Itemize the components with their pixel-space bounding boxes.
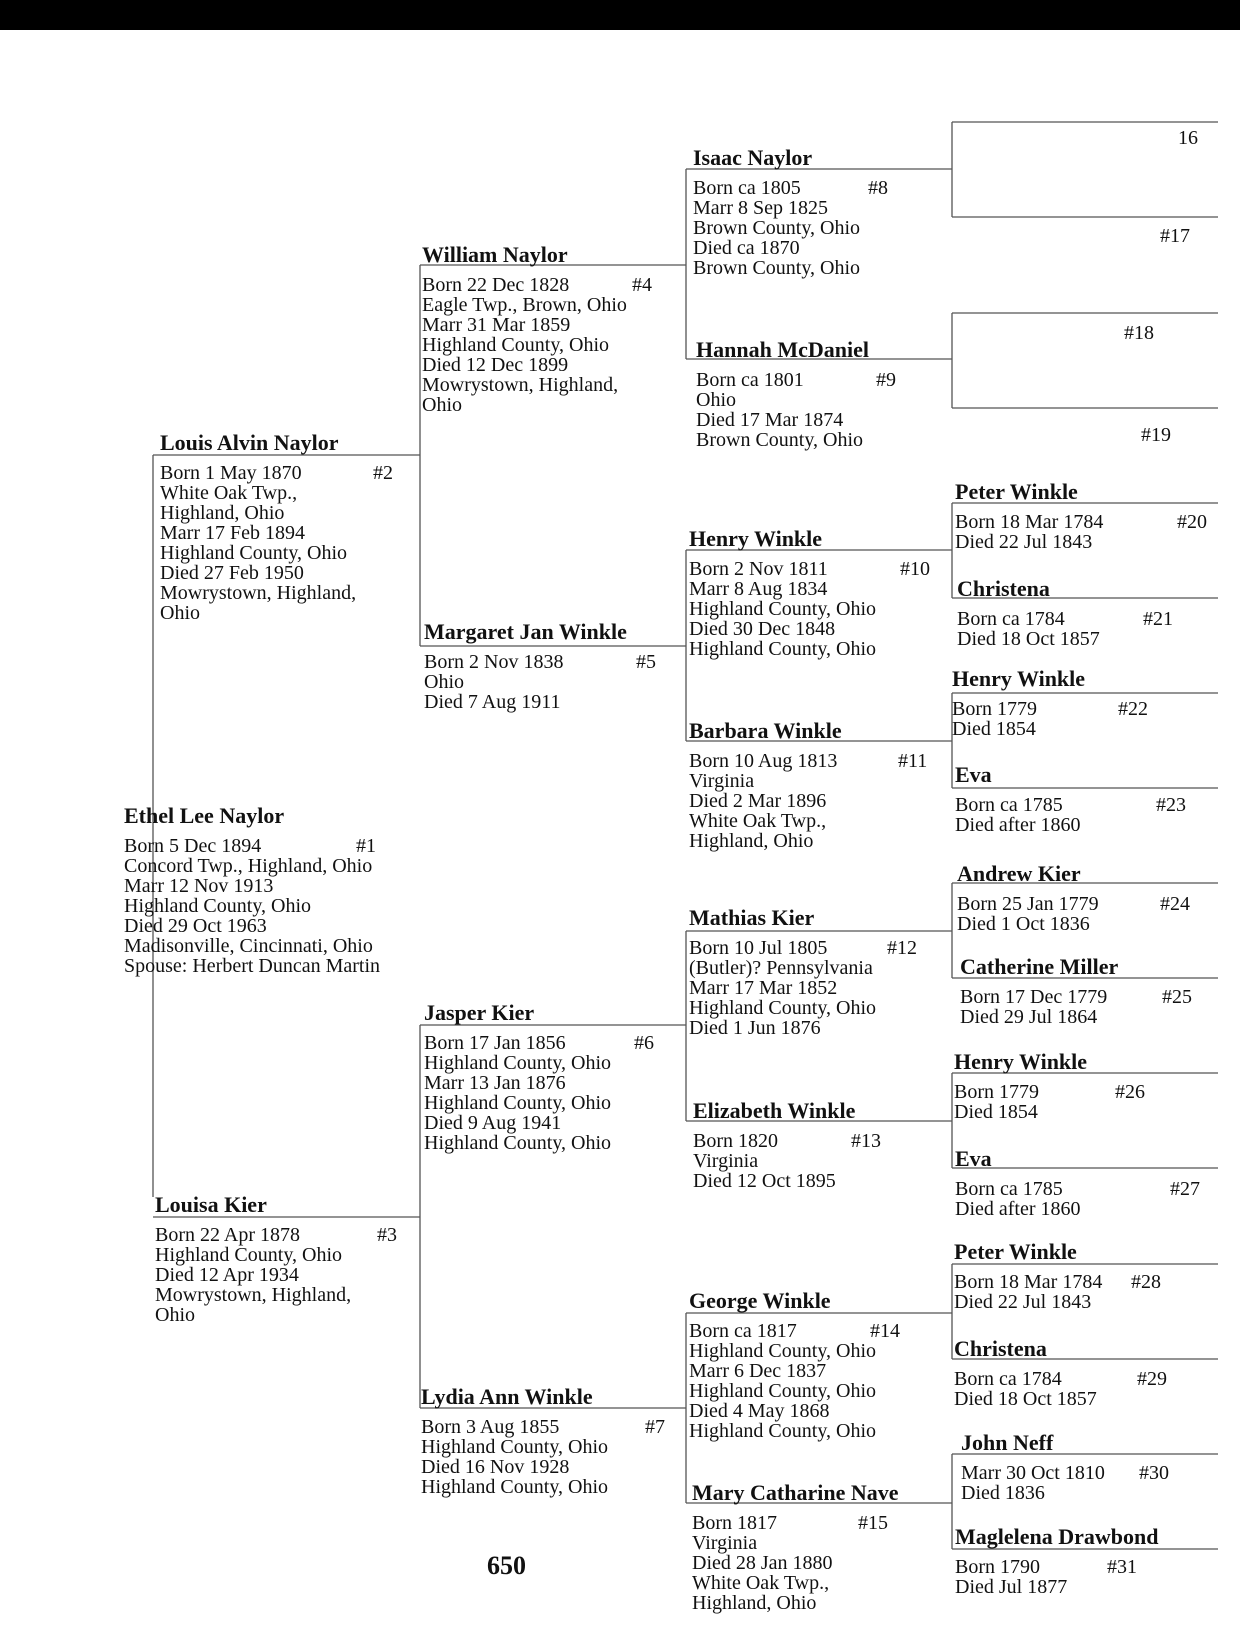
person-detail-line: Born 1 May 1870 <box>160 462 302 484</box>
person-21-christena <box>957 577 1218 649</box>
person-details <box>961 1463 1218 1503</box>
person-detail-line: Born 22 Dec 1828 <box>422 274 570 296</box>
person-detail-line: Died 27 Feb 1950 <box>160 562 304 584</box>
person-detail-line: Born ca 1785 <box>955 794 1063 816</box>
person-detail-line: Born 17 Dec 1779 <box>960 986 1108 1008</box>
person-detail-line: Died 16 Nov 1928 <box>421 1456 570 1478</box>
person-detail-line: Died ca 1870 <box>693 237 800 259</box>
person-detail-line: Highland County, Ohio <box>689 598 877 620</box>
person-detail-line: Born ca 1817 <box>689 1320 797 1342</box>
person-detail-line: Born 10 Jul 1805 <box>689 937 828 959</box>
person-name: Louisa Kier <box>155 1192 267 1217</box>
person-15-mary-catharine-nave <box>692 1481 952 1613</box>
person-detail-line: Born 22 Apr 1878 <box>155 1224 300 1246</box>
person-detail-line: Highland County, Ohio <box>155 1244 343 1266</box>
person-7-lydia-ann-winkle <box>421 1385 686 1497</box>
person-detail-line: Eagle Twp., Brown, Ohio <box>422 294 627 316</box>
person-8-isaac-naylor <box>693 146 952 278</box>
person-detail-line: Ohio <box>424 671 464 693</box>
person-detail-line: Died 1854 <box>952 718 1036 740</box>
person-detail-line: Died 12 Apr 1934 <box>155 1264 299 1286</box>
person-detail-line: Highland County, Ohio <box>421 1476 609 1498</box>
person-detail-line: Marr 8 Aug 1834 <box>689 578 828 600</box>
person-detail-line: Born 1790 <box>955 1556 1040 1578</box>
person-number: #13 <box>851 1130 881 1152</box>
person-detail-line: Marr 13 Jan 1876 <box>424 1072 566 1094</box>
person-detail-line: Ohio <box>160 602 200 624</box>
person-details <box>155 1225 415 1325</box>
person-number: #10 <box>900 558 930 580</box>
person-detail-line: Highland County, Ohio <box>689 638 877 660</box>
person-detail-line: Died 18 Oct 1857 <box>954 1388 1097 1410</box>
person-detail-line: Born ca 1805 <box>693 177 801 199</box>
person-name: Barbara Winkle <box>689 718 842 743</box>
person-detail-line: (Butler)? Pennsylvania <box>689 957 873 979</box>
person-details <box>952 699 1218 739</box>
person-detail-line: Died after 1860 <box>955 814 1081 836</box>
person-31-maglelena-drawbond <box>955 1525 1218 1597</box>
person-detail-line: Died Jul 1877 <box>955 1576 1068 1598</box>
person-name: Henry Winkle <box>954 1049 1088 1074</box>
person-detail-line: Died 1836 <box>961 1482 1045 1504</box>
person-name: Ethel Lee Naylor <box>124 803 285 828</box>
person-detail-line: Born 1817 <box>692 1512 777 1534</box>
person-3-louisa-kier <box>155 1193 415 1325</box>
person-number: #9 <box>876 369 896 391</box>
person-name: Peter Winkle <box>955 479 1078 504</box>
person-number: #3 <box>377 1224 397 1246</box>
person-number: #30 <box>1139 1462 1169 1484</box>
person-detail-line: Born 17 Jan 1856 <box>424 1032 566 1054</box>
person-name: Jasper Kier <box>424 1000 535 1025</box>
person-detail-line: Virginia <box>689 770 755 792</box>
person-detail-line: Died 22 Jul 1843 <box>955 531 1093 553</box>
person-detail-line: Spouse: Herbert Duncan Martin <box>124 955 381 977</box>
person-29-christena <box>954 1337 1218 1409</box>
person-detail-line: Mowrystown, Highland, <box>160 582 357 604</box>
person-detail-line: Died 17 Mar 1874 <box>696 409 844 431</box>
person-name: Eva <box>955 1146 992 1171</box>
person-detail-line: Born 25 Jan 1779 <box>957 893 1099 915</box>
person-detail-line: Died 1 Jun 1876 <box>689 1017 821 1039</box>
person-6-jasper-kier <box>424 1001 686 1153</box>
person-name: Henry Winkle <box>952 666 1086 691</box>
person-details <box>422 275 686 415</box>
person-1-ethel-lee-naylor <box>124 804 424 976</box>
person-detail-line: Ohio <box>422 394 462 416</box>
person-detail-line: Born ca 1784 <box>957 608 1065 630</box>
person-name: William Naylor <box>422 242 568 267</box>
person-detail-line: Born 2 Nov 1811 <box>689 558 828 580</box>
person-detail-line: Born 3 Aug 1855 <box>421 1416 560 1438</box>
person-detail-line: Highland County, Ohio <box>424 1092 612 1114</box>
person-detail-line: Born 2 Nov 1838 <box>424 651 564 673</box>
person-detail-line: Highland County, Ohio <box>689 997 877 1019</box>
person-name: John Neff <box>961 1430 1054 1455</box>
person-20-peter-winkle <box>955 480 1218 552</box>
person-25-catherine-miller <box>960 955 1218 1027</box>
person-detail-line: Born ca 1785 <box>955 1178 1063 1200</box>
person-detail-line: Highland County, Ohio <box>160 542 348 564</box>
person-detail-line: Virginia <box>693 1150 759 1172</box>
person-details <box>955 1557 1218 1597</box>
person-details <box>954 1369 1218 1409</box>
person-14-george-winkle <box>689 1289 952 1441</box>
person-detail-line: Born ca 1784 <box>954 1368 1062 1390</box>
person-detail-line: White Oak Twp., <box>160 482 298 504</box>
person-detail-line: Died 4 May 1868 <box>689 1400 830 1422</box>
person-detail-line: Died 18 Oct 1857 <box>957 628 1100 650</box>
person-24-andrew-kier <box>957 862 1218 934</box>
person-name: Eva <box>955 762 992 787</box>
person-detail-line: Highland County, Ohio <box>424 1132 612 1154</box>
person-22-henry-winkle <box>952 667 1218 739</box>
person-detail-line: Died 12 Oct 1895 <box>693 1170 836 1192</box>
person-name: Hannah McDaniel <box>696 337 869 362</box>
person-detail-line: Highland, Ohio <box>689 830 814 852</box>
person-details <box>160 463 420 623</box>
person-number: #24 <box>1160 893 1190 915</box>
person-number: #29 <box>1137 1368 1167 1390</box>
person-details <box>954 1082 1218 1122</box>
person-detail-line: Died 12 Dec 1899 <box>422 354 569 376</box>
person-detail-line: Brown County, Ohio <box>693 257 861 279</box>
person-26-henry-winkle <box>954 1050 1218 1122</box>
person-number: #14 <box>870 1320 900 1342</box>
person-detail-line: Marr 12 Nov 1913 <box>124 875 274 897</box>
person-details <box>124 836 424 976</box>
person-name: George Winkle <box>689 1288 831 1313</box>
person-number: #26 <box>1115 1081 1145 1103</box>
person-detail-line: Highland County, Ohio <box>689 1420 877 1442</box>
person-number: #5 <box>636 651 656 673</box>
person-detail-line: Concord Twp., Highland, Ohio <box>124 855 373 877</box>
person-detail-line: Ohio <box>696 389 736 411</box>
person-detail-line: Highland County, Ohio <box>689 1380 877 1402</box>
person-name: Peter Winkle <box>954 1239 1077 1264</box>
person-detail-line: Died 28 Jan 1880 <box>692 1552 833 1574</box>
person-number: #15 <box>858 1512 888 1534</box>
person-detail-line: Died 30 Dec 1848 <box>689 618 836 640</box>
person-detail-line: Born 1820 <box>693 1130 778 1152</box>
person-number: #6 <box>634 1032 654 1054</box>
person-number: #2 <box>373 462 393 484</box>
person-detail-line: Ohio <box>155 1304 195 1326</box>
person-number: #21 <box>1143 608 1173 630</box>
person-name: Maglelena Drawbond <box>955 1524 1159 1549</box>
person-number: #4 <box>632 274 652 296</box>
person-detail-line: Highland, Ohio <box>692 1592 817 1614</box>
person-detail-line: White Oak Twp., <box>692 1572 830 1594</box>
page-number: 650 <box>487 1551 526 1580</box>
person-details <box>692 1513 952 1613</box>
person-detail-line: Died 29 Jul 1864 <box>960 1006 1098 1028</box>
person-4-william-naylor <box>422 243 686 415</box>
person-details <box>693 178 952 278</box>
person-detail-line: Marr 6 Dec 1837 <box>689 1360 827 1382</box>
person-detail-line: Born 5 Dec 1894 <box>124 835 262 857</box>
person-detail-line: Highland County, Ohio <box>124 895 312 917</box>
person-detail-line: Marr 31 Mar 1859 <box>422 314 571 336</box>
person-detail-line: Virginia <box>692 1532 758 1554</box>
person-name: Louis Alvin Naylor <box>160 430 339 455</box>
person-9-hannah-mcdaniel <box>696 338 952 450</box>
person-name: Catherine Miller <box>960 954 1119 979</box>
person-number: #27 <box>1170 1178 1200 1200</box>
person-2-louis-alvin-naylor <box>160 431 420 623</box>
empty-slot-number: #17 <box>1160 225 1190 247</box>
person-name: Andrew Kier <box>957 861 1081 886</box>
person-number: #20 <box>1177 511 1207 533</box>
person-detail-line: Born 18 Mar 1784 <box>955 511 1104 533</box>
person-13-elizabeth-winkle <box>693 1099 952 1191</box>
person-11-barbara-winkle <box>689 719 952 851</box>
person-name: Henry Winkle <box>689 526 823 551</box>
empty-slot-number: #19 <box>1141 424 1171 446</box>
person-detail-line: Born ca 1801 <box>696 369 804 391</box>
person-number: #8 <box>868 177 888 199</box>
person-detail-line: Died 22 Jul 1843 <box>954 1291 1092 1313</box>
person-detail-line: Born 10 Aug 1813 <box>689 750 838 772</box>
person-detail-line: Born 1779 <box>954 1081 1039 1103</box>
person-detail-line: Born 18 Mar 1784 <box>954 1271 1103 1293</box>
person-detail-line: Highland, Ohio <box>160 502 285 524</box>
person-detail-line: Died 7 Aug 1911 <box>424 691 561 713</box>
person-23-eva <box>955 763 1218 835</box>
person-detail-line: Died 29 Oct 1963 <box>124 915 267 937</box>
person-detail-line: Marr 17 Feb 1894 <box>160 522 305 544</box>
empty-slot-number: 16 <box>1178 127 1198 149</box>
person-number: #23 <box>1156 794 1186 816</box>
person-details <box>954 1272 1218 1312</box>
person-detail-line: Brown County, Ohio <box>696 429 864 451</box>
person-detail-line: Died 2 Mar 1896 <box>689 790 827 812</box>
person-name: Isaac Naylor <box>693 145 813 170</box>
person-number: #11 <box>898 750 928 772</box>
person-detail-line: Mowrystown, Highland, <box>422 374 619 396</box>
person-name: Christena <box>954 1336 1047 1361</box>
person-number: #1 <box>356 835 376 857</box>
person-details <box>693 1131 952 1191</box>
person-name: Mary Catharine Nave <box>692 1480 899 1505</box>
person-detail-line: Highland County, Ohio <box>421 1436 609 1458</box>
person-number: #28 <box>1131 1271 1161 1293</box>
person-detail-line: Madisonville, Cincinnati, Ohio <box>124 935 373 957</box>
person-10-henry-winkle <box>689 527 952 659</box>
person-number: #25 <box>1162 986 1192 1008</box>
person-detail-line: Highland County, Ohio <box>422 334 610 356</box>
person-detail-line: Brown County, Ohio <box>693 217 861 239</box>
person-name: Margaret Jan Winkle <box>424 619 627 644</box>
empty-slot-number: #18 <box>1124 322 1154 344</box>
person-27-eva <box>955 1147 1218 1219</box>
person-number: #31 <box>1107 1556 1137 1578</box>
person-detail-line: White Oak Twp., <box>689 810 827 832</box>
person-name: Mathias Kier <box>689 905 815 930</box>
person-detail-line: Died after 1860 <box>955 1198 1081 1220</box>
person-detail-line: Died 1854 <box>954 1101 1038 1123</box>
person-detail-line: Marr 30 Oct 1810 <box>961 1462 1105 1484</box>
person-details <box>689 1321 952 1441</box>
person-number: #22 <box>1118 698 1148 720</box>
person-30-john-neff <box>961 1431 1218 1503</box>
person-detail-line: Highland County, Ohio <box>689 1340 877 1362</box>
person-detail-line: Marr 8 Sep 1825 <box>693 197 828 219</box>
person-detail-line: Died 1 Oct 1836 <box>957 913 1090 935</box>
person-detail-line: Marr 17 Mar 1852 <box>689 977 838 999</box>
person-12-mathias-kier <box>689 906 952 1038</box>
person-number: #12 <box>887 937 917 959</box>
person-detail-line: Died 9 Aug 1941 <box>424 1112 562 1134</box>
person-detail-line: Born 1779 <box>952 698 1037 720</box>
person-detail-line: Mowrystown, Highland, <box>155 1284 352 1306</box>
person-number: #7 <box>645 1416 665 1438</box>
person-name: Lydia Ann Winkle <box>421 1384 593 1409</box>
person-5-margaret-jan-winkle <box>424 620 686 712</box>
person-detail-line: Highland County, Ohio <box>424 1052 612 1074</box>
person-28-peter-winkle <box>954 1240 1218 1312</box>
person-details <box>957 609 1218 649</box>
person-name: Elizabeth Winkle <box>693 1098 856 1123</box>
person-details <box>696 370 952 450</box>
person-name: Christena <box>957 576 1050 601</box>
